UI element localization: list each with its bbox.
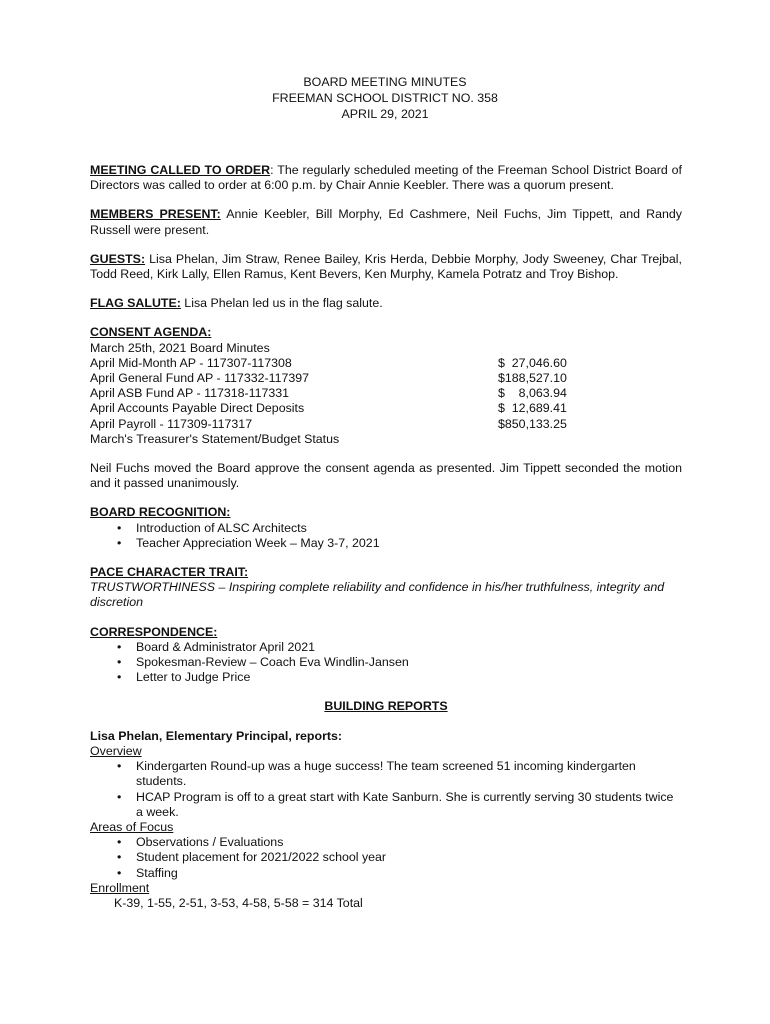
consent-item-desc: March 25th, 2021 Board Minutes xyxy=(90,340,270,355)
consent-agenda-table xyxy=(90,341,570,447)
consent-agenda-section xyxy=(90,325,682,447)
principal-report xyxy=(90,729,682,911)
header-title: BOARD MEETING MINUTES xyxy=(303,75,467,89)
consent-agenda-label: CONSENT AGENDA: xyxy=(90,325,212,340)
consent-item-desc: March's Treasurer's Statement/Budget Status xyxy=(90,431,340,446)
motion-paragraph: Neil Fuchs moved the Board approve the consent agenda as presented. Jim Tippett seconded the motion and it passed unanimously. xyxy=(90,461,682,491)
principal-heading: Lisa Phelan, Elementary Principal, reports: xyxy=(90,728,343,743)
flag-salute-label: FLAG SALUTE: xyxy=(90,296,181,311)
overview-list xyxy=(90,759,682,820)
consent-item-amount: $850,133.25 xyxy=(498,416,567,431)
table-row xyxy=(90,401,570,416)
members-present-text: Annie Keebler, Bill Morphy, Ed Cashmere, Neil Fuchs, Jim Tippett, and Randy Russell were present. xyxy=(90,207,682,237)
called-to-order-section xyxy=(90,163,682,193)
board-recognition-section xyxy=(90,505,682,551)
enrollment-label: Enrollment xyxy=(90,880,150,895)
list-item: • HCAP Program is off to a great start with Kate Sanburn. She is currently serving 30 students twice a week. xyxy=(90,790,682,820)
guests-label: GUESTS: xyxy=(90,251,146,266)
consent-item-amount xyxy=(498,432,570,447)
guests-text: Lisa Phelan, Jim Straw, Renee Bailey, Kris Herda, Debbie Morphy, Jody Sweeney, Char Trejbal, Todd Reed, Kirk Lally, Ellen Ramus, Kent Bevers, Ken Murphy, Kamela Potratz and Troy Bishop. xyxy=(90,251,682,282)
pace-label: PACE CHARACTER TRAIT: xyxy=(90,565,249,580)
flag-salute-section xyxy=(90,296,682,311)
document-body xyxy=(90,163,682,911)
building-reports-title: BUILDING REPORTS xyxy=(324,699,448,714)
table-row xyxy=(90,386,570,401)
consent-item-amount: $188,527.10 xyxy=(498,371,567,386)
enrollment-text: K-39, 1-55, 2-51, 3-53, 4-58, 5-58 = 314 Total xyxy=(114,895,363,910)
table-row xyxy=(90,371,570,386)
table-row xyxy=(90,341,570,356)
list-item: • Observations / Evaluations xyxy=(90,835,682,850)
consent-item-amount: $ 12,689.41 xyxy=(498,401,567,416)
consent-item-desc: April General Fund AP - 117332-117397 xyxy=(90,371,310,386)
list-item: • Student placement for 2021/2022 school year xyxy=(90,850,682,865)
table-row xyxy=(90,356,570,371)
list-item: • Letter to Judge Price xyxy=(90,670,682,685)
correspondence-section xyxy=(90,625,682,686)
overview-label: Overview xyxy=(90,743,142,758)
list-item: • Spokesman-Review – Coach Eva Windlin-Jansen xyxy=(90,655,682,670)
members-present-label: MEMBERS PRESENT: xyxy=(90,207,221,222)
header-district: FREEMAN SCHOOL DISTRICT NO. 358 xyxy=(272,91,498,105)
focus-label: Areas of Focus xyxy=(90,819,174,834)
consent-item-desc: April Accounts Payable Direct Deposits xyxy=(90,401,305,416)
correspondence-list xyxy=(90,640,682,686)
consent-item-desc: April ASB Fund AP - 117318-117331 xyxy=(90,386,290,401)
flag-salute-text: Lisa Phelan led us in the flag salute. xyxy=(180,296,383,311)
board-recognition-label: BOARD RECOGNITION: xyxy=(90,505,231,520)
pace-section xyxy=(90,565,682,611)
called-to-order-label: MEETING CALLED TO ORDER xyxy=(90,163,271,177)
called-to-order-text: : The regularly scheduled meeting of the Freeman School District Board of Directors was called to order at 6:00 p.m. by Chair Annie Keebler. There was a quorum present. xyxy=(90,163,682,193)
list-item: • Teacher Appreciation Week – May 3-7, 2021 xyxy=(90,536,682,551)
focus-list xyxy=(90,835,682,881)
pace-text: TRUSTWORTHINESS – Inspiring complete reliability and confidence in his/her truthfulness, integrity and discretion xyxy=(90,580,665,610)
correspondence-label: CORRESPONDENCE: xyxy=(90,624,218,639)
table-row xyxy=(90,432,570,447)
header-date: APRIL 29, 2021 xyxy=(341,107,429,121)
consent-item-amount: $ 8,063.94 xyxy=(498,386,567,401)
list-item: • Kindergarten Round-up was a huge success! The team screened 51 incoming kindergarten students. xyxy=(90,759,682,789)
guests-section xyxy=(90,252,682,282)
document-header xyxy=(0,74,770,122)
consent-item-amount xyxy=(498,341,570,356)
consent-item-amount: $ 27,046.60 xyxy=(498,355,567,370)
consent-item-desc: April Mid-Month AP - 117307-117308 xyxy=(90,355,292,370)
table-row xyxy=(90,417,570,432)
members-present-section xyxy=(90,207,682,237)
list-item: • Introduction of ALSC Architects xyxy=(90,521,682,536)
board-recognition-list xyxy=(90,521,682,551)
list-item: • Staffing xyxy=(90,866,682,881)
list-item: • Board & Administrator April 2021 xyxy=(90,640,682,655)
consent-item-desc: April Payroll - 117309-117317 xyxy=(90,416,253,431)
